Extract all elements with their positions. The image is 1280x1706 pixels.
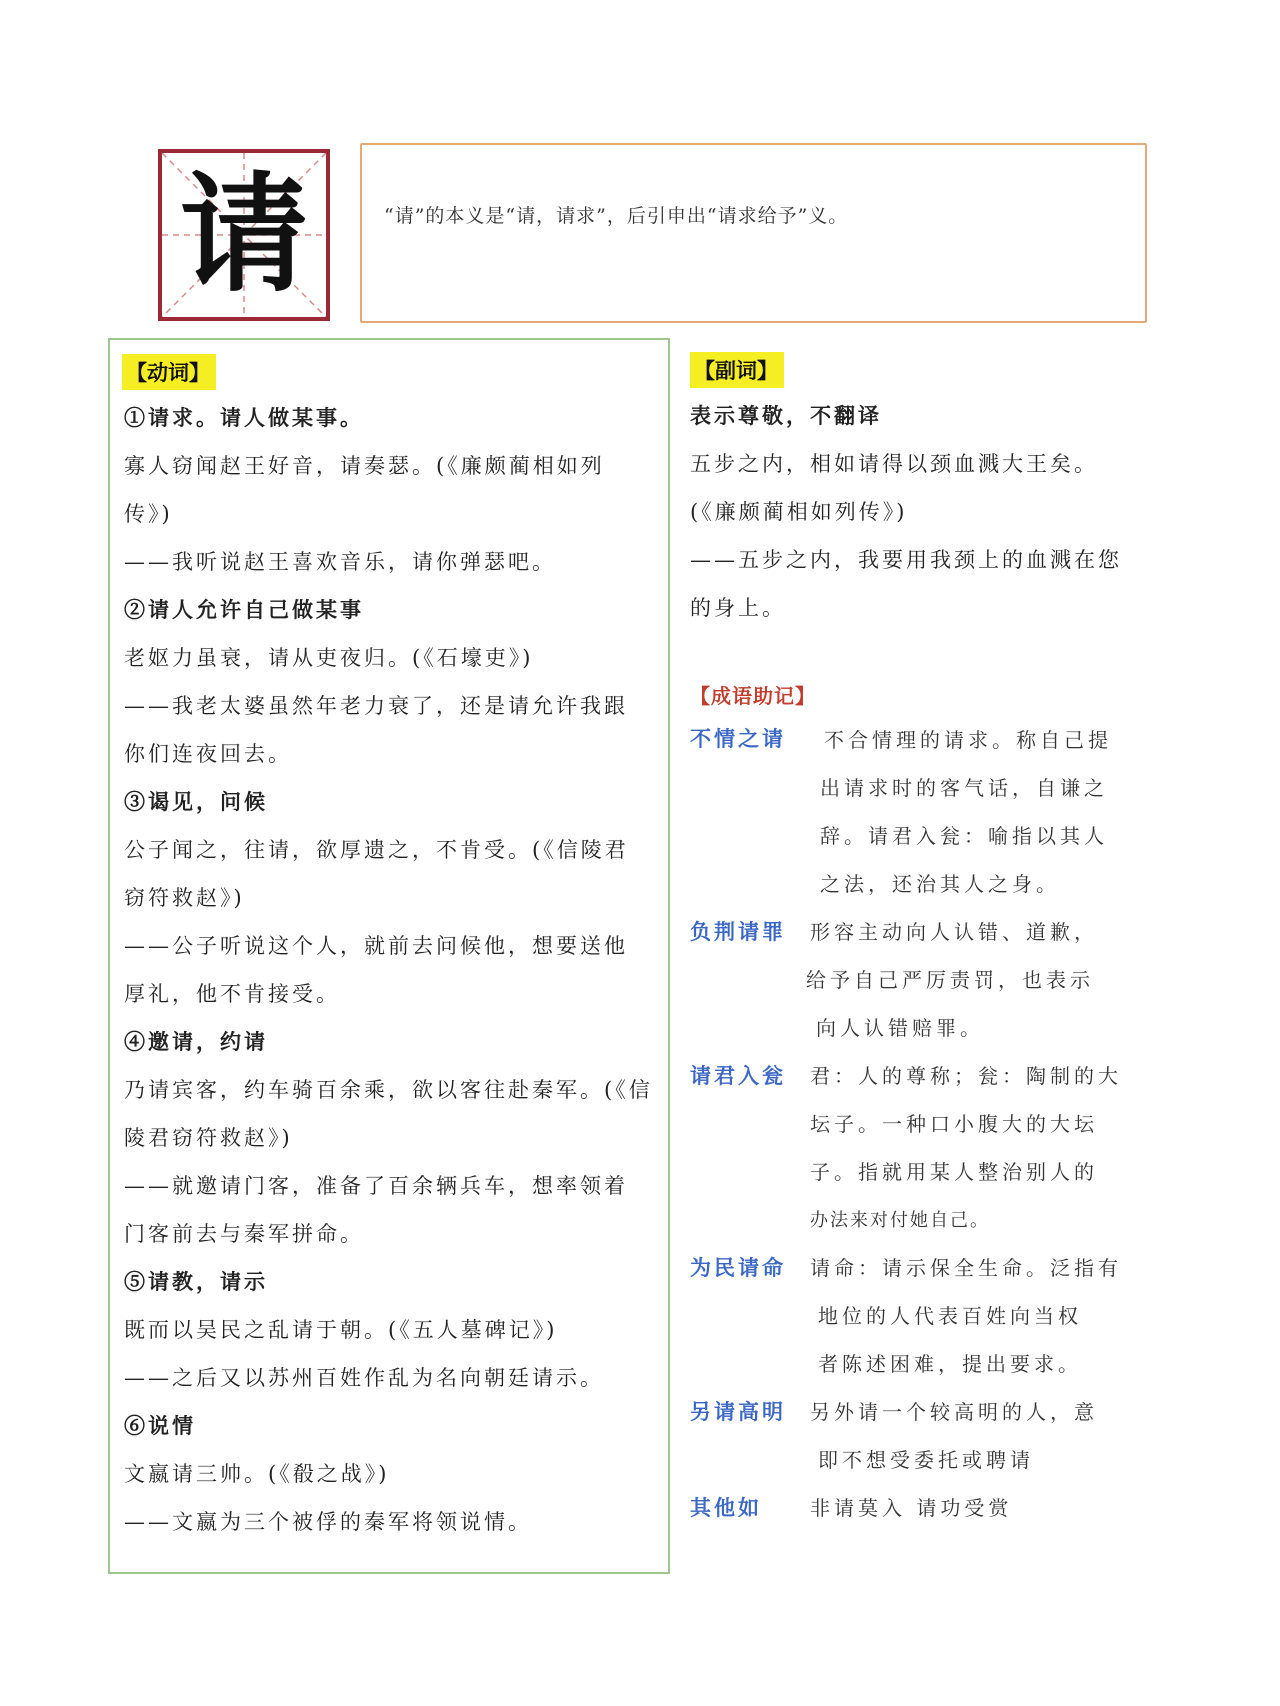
- verb-sense-2-heading: ②请人允许自己做某事: [124, 597, 364, 622]
- verb-sense-3-heading: ③谒见，问候: [124, 789, 268, 814]
- idiom-name: 负荆请罪: [690, 919, 786, 944]
- adverb-translation: ——五步之内，我要用我颈上的血溅在您: [690, 548, 1122, 572]
- idiom-desc: 请命：请示保全生命。泛指有: [810, 1256, 1122, 1280]
- verb-sense-4-translation: 门客前去与秦军拼命。: [124, 1222, 364, 1246]
- verb-sense-1-example: 寡人窃闻赵王好音，请奏瑟。(《廉颇蔺相如列: [124, 454, 605, 478]
- verb-sense-3-example: 窃符救赵》): [124, 886, 245, 910]
- idiom-desc: 者陈述困难，提出要求。: [818, 1352, 1082, 1376]
- definition-box: [360, 143, 1147, 323]
- verb-sense-6-example: 文嬴请三帅。(《殽之战》): [124, 1462, 390, 1486]
- idiom-desc: 给予自己严厉责罚，也表示: [806, 968, 1094, 992]
- idiom-name: 请君入瓮: [690, 1063, 786, 1088]
- idiom-desc: 坛子。一种口小腹大的大坛: [810, 1112, 1098, 1136]
- idiom-desc: 之法，还治其人之身。: [820, 872, 1060, 896]
- verb-sense-1-heading: ①请求。请人做某事。: [124, 405, 364, 430]
- idiom-desc: 不合情理的请求。称自己提: [824, 728, 1112, 752]
- verb-sense-5-heading: ⑤请教，请示: [124, 1269, 268, 1294]
- idiom-name: 为民请命: [690, 1255, 786, 1280]
- character-glyph: 请: [179, 160, 308, 310]
- adverb-example: (《廉颇蔺相如列传》): [690, 500, 908, 524]
- verb-sense-4-example: 乃请宾客，约车骑百余乘，欲以客往赴秦军。(《信: [124, 1078, 653, 1102]
- idiom-desc: 即不想受委托或聘请: [818, 1448, 1034, 1472]
- idiom-desc: 出请求时的客气话，自谦之: [820, 776, 1108, 800]
- verb-sense-4-heading: ④邀请，约请: [124, 1029, 268, 1054]
- verb-sense-5-example: 既而以吴民之乱请于朝。(《五人墓碑记》): [124, 1318, 558, 1342]
- idiom-desc: 办法来对付她自己。: [810, 1210, 990, 1231]
- idiom-desc: 子。指就用某人整治别人的: [810, 1160, 1098, 1184]
- adverb-tag: 【副词】: [690, 352, 784, 388]
- verb-sense-2-translation: 你们连夜回去。: [124, 742, 292, 766]
- verb-sense-1-translation: ——我听说赵王喜欢音乐，请你弹瑟吧。: [124, 550, 556, 574]
- verb-tag: 【动词】: [122, 354, 216, 390]
- verb-sense-1-example: 传》): [124, 502, 173, 526]
- verb-sense-2-translation: ——我老太婆虽然年老力衰了，还是请允许我跟: [124, 694, 628, 718]
- idiom-tag: 【成语助记】: [690, 684, 816, 708]
- idiom-name: 不情之请: [690, 726, 786, 751]
- verb-sense-3-translation: 厚礼，他不肯接受。: [124, 982, 340, 1006]
- definition-text: “请”的本义是“请，请求”，后引申出“请求给予”义。: [384, 205, 849, 227]
- verb-sense-3-translation: ——公子听说这个人，就前去问候他，想要送他: [124, 934, 628, 958]
- verb-sense-2-example: 老妪力虽衰，请从吏夜归。(《石壕吏》): [124, 646, 534, 670]
- idiom-desc: 君：人的尊称；瓮：陶制的大: [810, 1064, 1122, 1088]
- adverb-example: 五步之内，相如请得以颈血溅大王矣。: [690, 452, 1098, 476]
- idiom-desc: 地位的人代表百姓向当权: [818, 1304, 1082, 1328]
- verb-panel: [108, 338, 670, 1574]
- verb-sense-6-heading: ⑥说情: [124, 1413, 196, 1438]
- idiom-desc: 非请莫入 请功受赏: [810, 1496, 1013, 1520]
- idiom-desc: 形容主动向人认错、道歉，: [810, 920, 1098, 944]
- verb-sense-4-example: 陵君窃符救赵》): [124, 1126, 293, 1150]
- verb-sense-3-example: 公子闻之，往请，欲厚遗之，不肯受。(《信陵君: [124, 838, 629, 862]
- verb-sense-4-translation: ——就邀请门客，准备了百余辆兵车，想率领着: [124, 1174, 628, 1198]
- character-box: [158, 149, 330, 321]
- idiom-desc: 辞。请君入瓮：喻指以其人: [820, 824, 1108, 848]
- idiom-name: 另请高明: [690, 1399, 786, 1424]
- verb-sense-5-translation: ——之后又以苏州百姓作乱为名向朝廷请示。: [124, 1366, 604, 1390]
- adverb-heading: 表示尊敬，不翻译: [690, 403, 882, 428]
- idiom-desc: 另外请一个较高明的人，意: [810, 1400, 1098, 1424]
- idiom-name: 其他如: [690, 1495, 762, 1520]
- verb-sense-6-translation: ——文嬴为三个被俘的秦军将领说情。: [124, 1510, 532, 1534]
- idiom-desc: 向人认错赔罪。: [816, 1016, 984, 1040]
- adverb-translation: 的身上。: [690, 596, 786, 620]
